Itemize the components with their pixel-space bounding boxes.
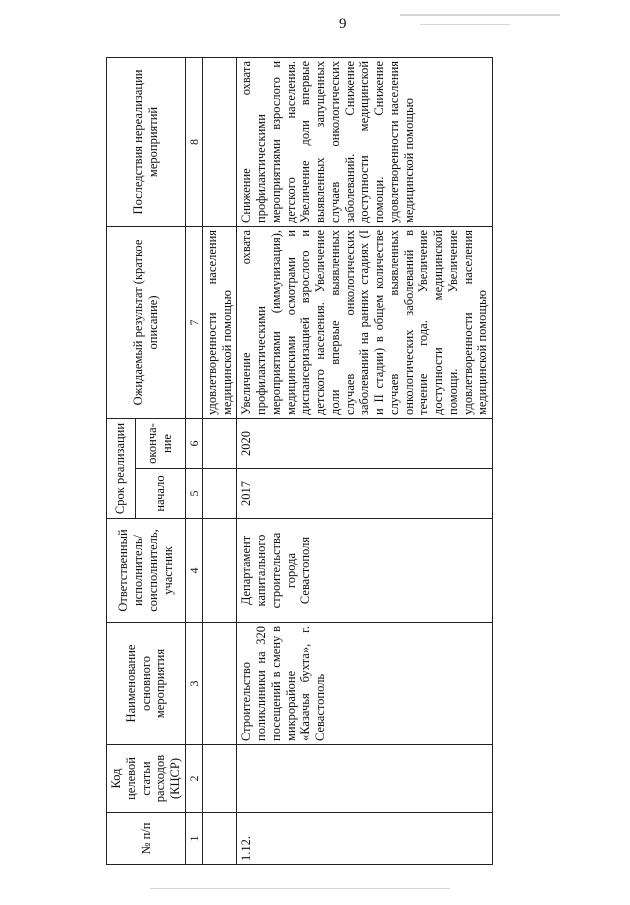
table-cell bbox=[202, 418, 237, 468]
row-name: Строительство поликлиники на 320 посещений в смену в микрорайоне «Казачья бухта», г. Севастополь bbox=[237, 623, 493, 745]
column-numbers-row bbox=[185, 57, 202, 864]
header-executor: Ответственный исполнитель/ соисполнитель, участник bbox=[107, 519, 186, 623]
header-kcsr: Код целевой статьи расходов (КЦСР) bbox=[107, 745, 186, 813]
rotated-table-sheet bbox=[106, 58, 586, 865]
table-cell bbox=[202, 745, 237, 813]
row-end: 2020 bbox=[237, 418, 493, 468]
continued-row bbox=[202, 57, 237, 864]
measures-table bbox=[106, 57, 493, 865]
col-number: 2 bbox=[185, 745, 202, 813]
table-rotation-wrapper bbox=[106, 58, 586, 865]
header-row bbox=[107, 57, 136, 864]
header-consequences: Последствия нереализации мероприятий bbox=[107, 57, 186, 226]
table-cell bbox=[202, 519, 237, 623]
table-cell bbox=[202, 623, 237, 745]
col-number: 1 bbox=[185, 813, 202, 865]
header-start: начало bbox=[135, 469, 185, 519]
row-result: Увеличение охвата профилактическими мероприятиями (иммунизация), медицинскими осмотрами и диспансеризацией взрослого и детского населения. Увеличение доли впервые выявленных случаев онкологических заболеваний на ранних стадиях (I и II стадии) в общем количестве случаев выявленных онкологических заболеваний в течение года. Увеличение доступности медицинской помощи. Увеличение удовлетворенности населения медицинской помощью bbox=[237, 226, 493, 418]
row-start: 2017 bbox=[237, 469, 493, 519]
scan-artifact bbox=[400, 14, 560, 16]
row-executor: Департамент капитального строительства города Севастополя bbox=[237, 519, 493, 623]
row-consequences: Снижение охвата профилактическими мероприятиями взрослого и детского населения. Увеличение доли впервые выявленных запущенных случаев онкологических заболеваний. Снижение доступности медицинской помощи. Снижение удовлетворенности населения медицинской помощью bbox=[237, 57, 493, 226]
row-kcsr bbox=[237, 745, 493, 813]
col-number: 7 bbox=[185, 226, 202, 418]
header-result: Ожидаемый результат (краткое описание) bbox=[107, 226, 186, 418]
header-period: Срок реализации bbox=[107, 418, 136, 518]
table-cell bbox=[202, 57, 237, 226]
table-cell bbox=[202, 813, 237, 865]
prev-result-cell: удовлетворенности населения медицинской помощью bbox=[202, 226, 237, 418]
table-cell bbox=[202, 469, 237, 519]
header-num: № п/п bbox=[107, 813, 186, 865]
row-number: 1.12. bbox=[237, 813, 493, 865]
header-end: оконча-ние bbox=[135, 418, 185, 468]
col-number: 3 bbox=[185, 623, 202, 745]
scan-artifact bbox=[150, 888, 450, 889]
col-number: 6 bbox=[185, 418, 202, 468]
page-number: 9 bbox=[339, 16, 347, 32]
col-number: 5 bbox=[185, 469, 202, 519]
header-name: Наименование основного мероприятия bbox=[107, 623, 186, 745]
col-number: 8 bbox=[185, 57, 202, 226]
scan-artifact bbox=[420, 24, 510, 25]
table-row bbox=[237, 57, 493, 864]
col-number: 4 bbox=[185, 519, 202, 623]
